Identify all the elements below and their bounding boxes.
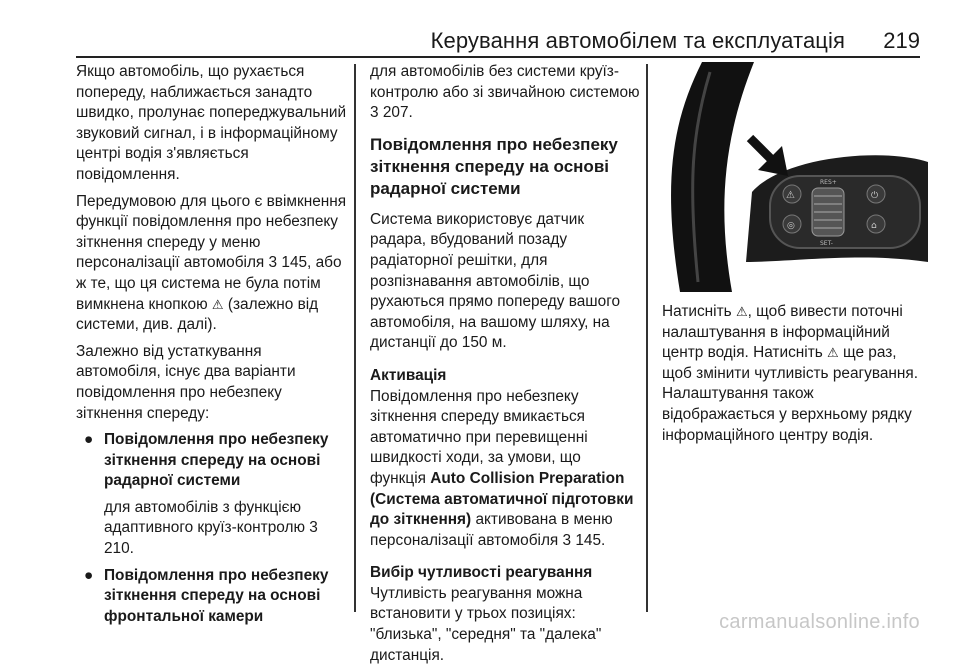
subsection-heading-sensitivity: Вибір чутливості реагування xyxy=(370,564,593,582)
column-divider-2 xyxy=(646,64,648,612)
text: Повідомлення про небезпеку зіткнення спереду вмикається автоматично при перевищенні швидкості ходи, за умови, що функція xyxy=(370,387,588,487)
text: активована в меню персоналізації автомобіля 3 145. xyxy=(370,511,613,549)
roller-label-top: RES+ xyxy=(820,179,837,186)
paragraph xyxy=(370,387,640,552)
text: (залежно від системи, див. далі). xyxy=(76,295,319,334)
steering-wheel-figure xyxy=(662,62,928,292)
list-item xyxy=(76,566,348,628)
page-reference[interactable]: 3 145, або ж те, що ця система не була потім вимкнена кнопкою xyxy=(76,254,342,313)
text: Натисніть xyxy=(662,303,732,320)
steering-wheel-illustration xyxy=(662,62,928,292)
header-divider xyxy=(76,56,920,58)
text: ще раз, щоб змінити чутливість реагування. Налаштування також відображається у верхньому рядку інформаційного центру водія. xyxy=(662,344,919,444)
steering-rim xyxy=(671,62,754,292)
paragraph xyxy=(662,302,928,446)
subsection-heading-activation: Активація xyxy=(370,366,447,384)
section-heading: Повідомлення про небезпеку зіткнення спереду на основі радарної системи xyxy=(370,134,618,198)
page-header xyxy=(0,22,960,58)
power-icon: ⏻ xyxy=(871,191,879,201)
cruise-icon: ◎ xyxy=(787,221,795,231)
column-3 xyxy=(662,62,928,452)
page-title: Керування автомобілем та експлуатація xyxy=(430,28,845,53)
list-item-title: Повідомлення про небезпеку зіткнення спереду на основі фронтальної камери xyxy=(104,566,329,625)
paragraph: Чутливість реагування можна встановити у трьох позиціях: "близька", "середня" та "далека" дистанція. xyxy=(370,584,602,664)
bullet-icon: ● xyxy=(84,431,94,449)
collision-alert-icon: ⚠ xyxy=(786,190,795,201)
paragraph xyxy=(76,192,348,336)
text: Передумовою для цього є ввімкнення функції повідомлення про небезпеку зіткнення спереду у меню персоналізації автомобіля xyxy=(76,192,347,272)
feature-name: Auto Collision Preparation (Система автоматичної підготовки до зіткнення) xyxy=(370,469,634,529)
car-icon: ⌂ xyxy=(871,221,877,231)
page-number: 219 xyxy=(883,28,920,53)
collision-alert-icon: ⚠ xyxy=(211,296,224,312)
paragraph: Залежно від устаткування автомобіля, існує два варіанти повідомлення про небезпеку зіткнення спереду: xyxy=(76,342,296,422)
column-divider-1 xyxy=(354,64,356,612)
watermark: carmanualsonline.info xyxy=(719,611,920,633)
list-item-title: Повідомлення про небезпеку зіткнення спереду на основі радарної системи xyxy=(104,431,329,490)
column-1 xyxy=(76,62,348,627)
bullet-icon: ● xyxy=(84,566,94,584)
paragraph: Система використовує датчик радара, вбудований позаду радіаторної решітки, для розпізнавання автомобілів, що рухаються прямо попереду вашого автомобіля, на вашому шляху, на дистанції до 150 м. xyxy=(370,210,621,352)
roller-label-bottom: SET- xyxy=(820,240,833,247)
paragraph: для автомобілів без системи круїз-контролю або зі звичайною системою 3 207. xyxy=(370,63,640,122)
list-item-body: для автомобілів з функцією адаптивного круїз-контролю 3 210. xyxy=(104,498,318,558)
collision-alert-icon: ⚠ xyxy=(735,304,748,319)
collision-alert-icon: ⚠ xyxy=(827,345,839,361)
column-2 xyxy=(370,62,640,672)
paragraph: Якщо автомобіль, що рухається попереду, наближається занадто швидко, пролунає попереджувальний звуковий сигнал, і в інформаційному центрі водія з'являється повідомлення. xyxy=(76,63,347,183)
text: , щоб вивести поточні налаштування в інформаційний центр водія. Натисніть xyxy=(662,303,903,362)
list-item xyxy=(76,430,348,560)
